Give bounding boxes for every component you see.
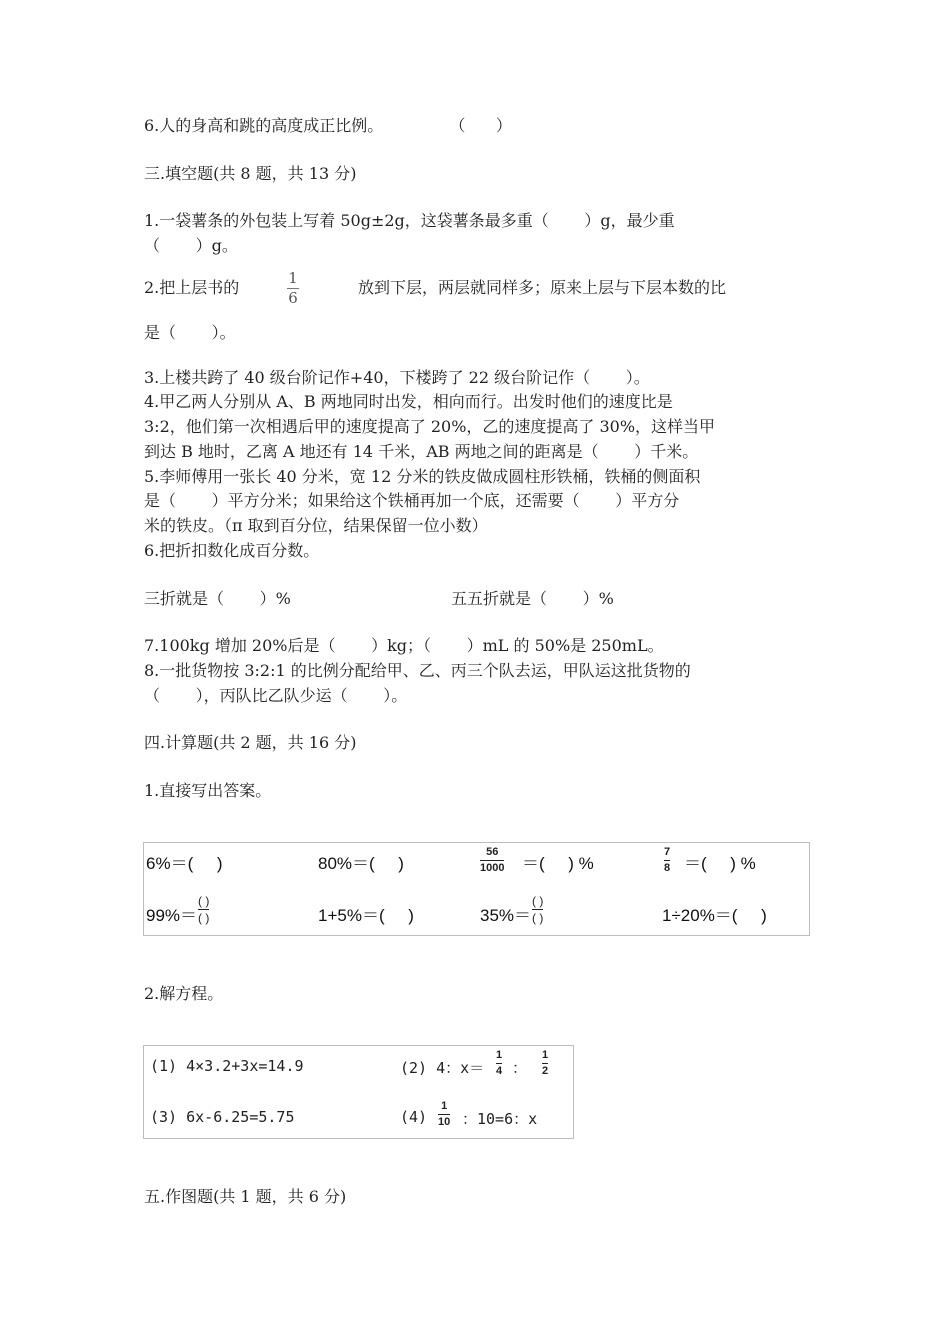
fill-question-5-line-1: 5.李师傅用一张长 40 分米，宽 12 分米的铁皮做成圆柱形铁桶，铁桶的侧面积 [144, 467, 701, 486]
fraction-bar [438, 1114, 450, 1115]
fraction-blank-35-percent [532, 895, 543, 924]
fill-question-6-part-a: 三折就是（ ）% [144, 589, 291, 608]
fraction-numerator: 56 [486, 846, 499, 858]
fill-question-4-line-2: 3:2，他们第一次相遇后甲的速度提高了 20%，乙的速度提高了 30%，这样当甲 [144, 417, 716, 436]
fraction-one-quarter [496, 1050, 502, 1077]
fraction-bar [664, 860, 670, 861]
true-false-question-6: 6.人的身高和跳的高度成正比例。 （ ） [144, 116, 512, 135]
equation-2-prefix: (2) 4：x＝ [400, 1059, 485, 1077]
fill-question-5-line-3: 米的铁皮。（π 取到百分位，结果保留一位小数） [144, 516, 488, 535]
fraction-denominator: 6 [288, 289, 298, 307]
section-3-heading: 三.填空题(共 8 题，共 13 分) [144, 164, 357, 183]
calc-question-2: 2.解方程。 [144, 984, 224, 1003]
section-4-heading: 四.计算题(共 2 题，共 16 分) [144, 733, 357, 752]
calc-item-1-divide-20-percent: 1÷20%＝( ) [662, 906, 767, 925]
fraction-blank-99-percent [198, 895, 209, 924]
fill-question-8-line-2: （ ），丙队比乙队少运（ ）。 [144, 686, 408, 705]
section-5-heading: 五.作图题(共 1 题，共 6 分) [144, 1187, 347, 1206]
equation-3: (3) 6x-6.25=5.75 [150, 1108, 295, 1126]
fraction-56-over-1000 [480, 847, 504, 874]
fill-question-1-line-1: 1.一袋薯条的外包装上写着 50g±2g，这袋薯条最多重（ ）g，最少重 [144, 211, 675, 230]
fraction-7-over-8 [664, 847, 670, 874]
fraction-denominator: ( ) [532, 911, 544, 925]
fraction-bar [532, 909, 543, 910]
fraction-numerator: 1 [288, 269, 298, 287]
fraction-denominator: 4 [496, 1065, 503, 1077]
fraction-bar [542, 1063, 548, 1064]
calc-item-1-plus-5-percent: 1+5%＝( ) [318, 906, 414, 925]
calc-item-99-percent: 99%＝ [146, 906, 198, 925]
fraction-numerator: 1 [542, 1049, 549, 1061]
fill-question-6-part-b: 五五折就是（ ）% [451, 589, 614, 608]
calc-item-56-over-1000-rest: ＝( ) % [522, 854, 594, 873]
fraction-bar [198, 909, 209, 910]
fill-question-7: 7.100kg 增加 20%后是（ ）kg；（ ）mL 的 50%是 250mL。 [144, 636, 664, 655]
fraction-one-tenth [438, 1101, 450, 1128]
fraction-numerator: ( ) [198, 894, 210, 908]
calc-item-6-percent: 6%＝( ) [146, 854, 223, 873]
equations-table [143, 1045, 574, 1139]
calc-item-80-percent: 80%＝( ) [318, 854, 404, 873]
fraction-denominator: 10 [438, 1116, 451, 1128]
fraction-denominator: 2 [542, 1065, 549, 1077]
calc-item-7-over-8-rest: ＝( ) % [684, 854, 756, 873]
calc-table [143, 842, 810, 936]
calc-question-1: 1.直接写出答案。 [144, 781, 272, 800]
fraction-denominator: 1000 [480, 862, 505, 874]
fraction-one-sixth [287, 271, 299, 306]
fraction-numerator: ( ) [532, 894, 544, 908]
calc-item-35-percent: 35%＝ [480, 906, 532, 925]
fraction-one-half [542, 1050, 548, 1077]
fill-question-3: 3.上楼共跨了 40 级台阶记作+40，下楼跨了 22 级台阶记作（ ）。 [144, 368, 650, 387]
fraction-bar [496, 1063, 502, 1064]
fill-question-2-part-1: 2.把上层书的 [144, 278, 240, 297]
fraction-numerator: 7 [664, 846, 671, 858]
fill-question-2-part-3: 是（ ）。 [144, 323, 236, 342]
fraction-bar [480, 860, 504, 861]
fill-question-1-line-2: （ ）g。 [144, 236, 238, 255]
equation-4-prefix: (4) [400, 1108, 428, 1126]
equation-1: (1) 4×3.2+3x=14.9 [150, 1057, 304, 1075]
fraction-numerator: 1 [441, 1100, 448, 1112]
equation-2-colon: ： [512, 1059, 528, 1077]
fill-question-2-part-2: 放到下层，两层就同样多；原来上层与下层本数的比 [358, 278, 727, 297]
fill-question-6: 6.把折扣数化成百分数。 [144, 541, 320, 560]
fraction-denominator: ( ) [198, 911, 210, 925]
fraction-denominator: 8 [664, 862, 671, 874]
fraction-numerator: 1 [496, 1049, 503, 1061]
fill-question-5-line-2: 是（ ）平方分米；如果给这个铁桶再加一个底，还需要（ ）平方分 [144, 491, 680, 510]
fill-question-8-line-1: 8.一批货物按 3:2:1 的比例分配给甲、乙、丙三个队去运，甲队运这批货物的 [144, 661, 691, 680]
fill-question-4-line-1: 4.甲乙两人分别从 A、B 两地同时出发，相向而行。出发时他们的速度比是 [144, 392, 673, 411]
equation-4-rest: ：10=6：x [462, 1110, 538, 1128]
fill-question-4-line-3: 到达 B 地时，乙离 A 地还有 14 千米，AB 两地之间的距离是（ ）千米。 [144, 442, 699, 461]
